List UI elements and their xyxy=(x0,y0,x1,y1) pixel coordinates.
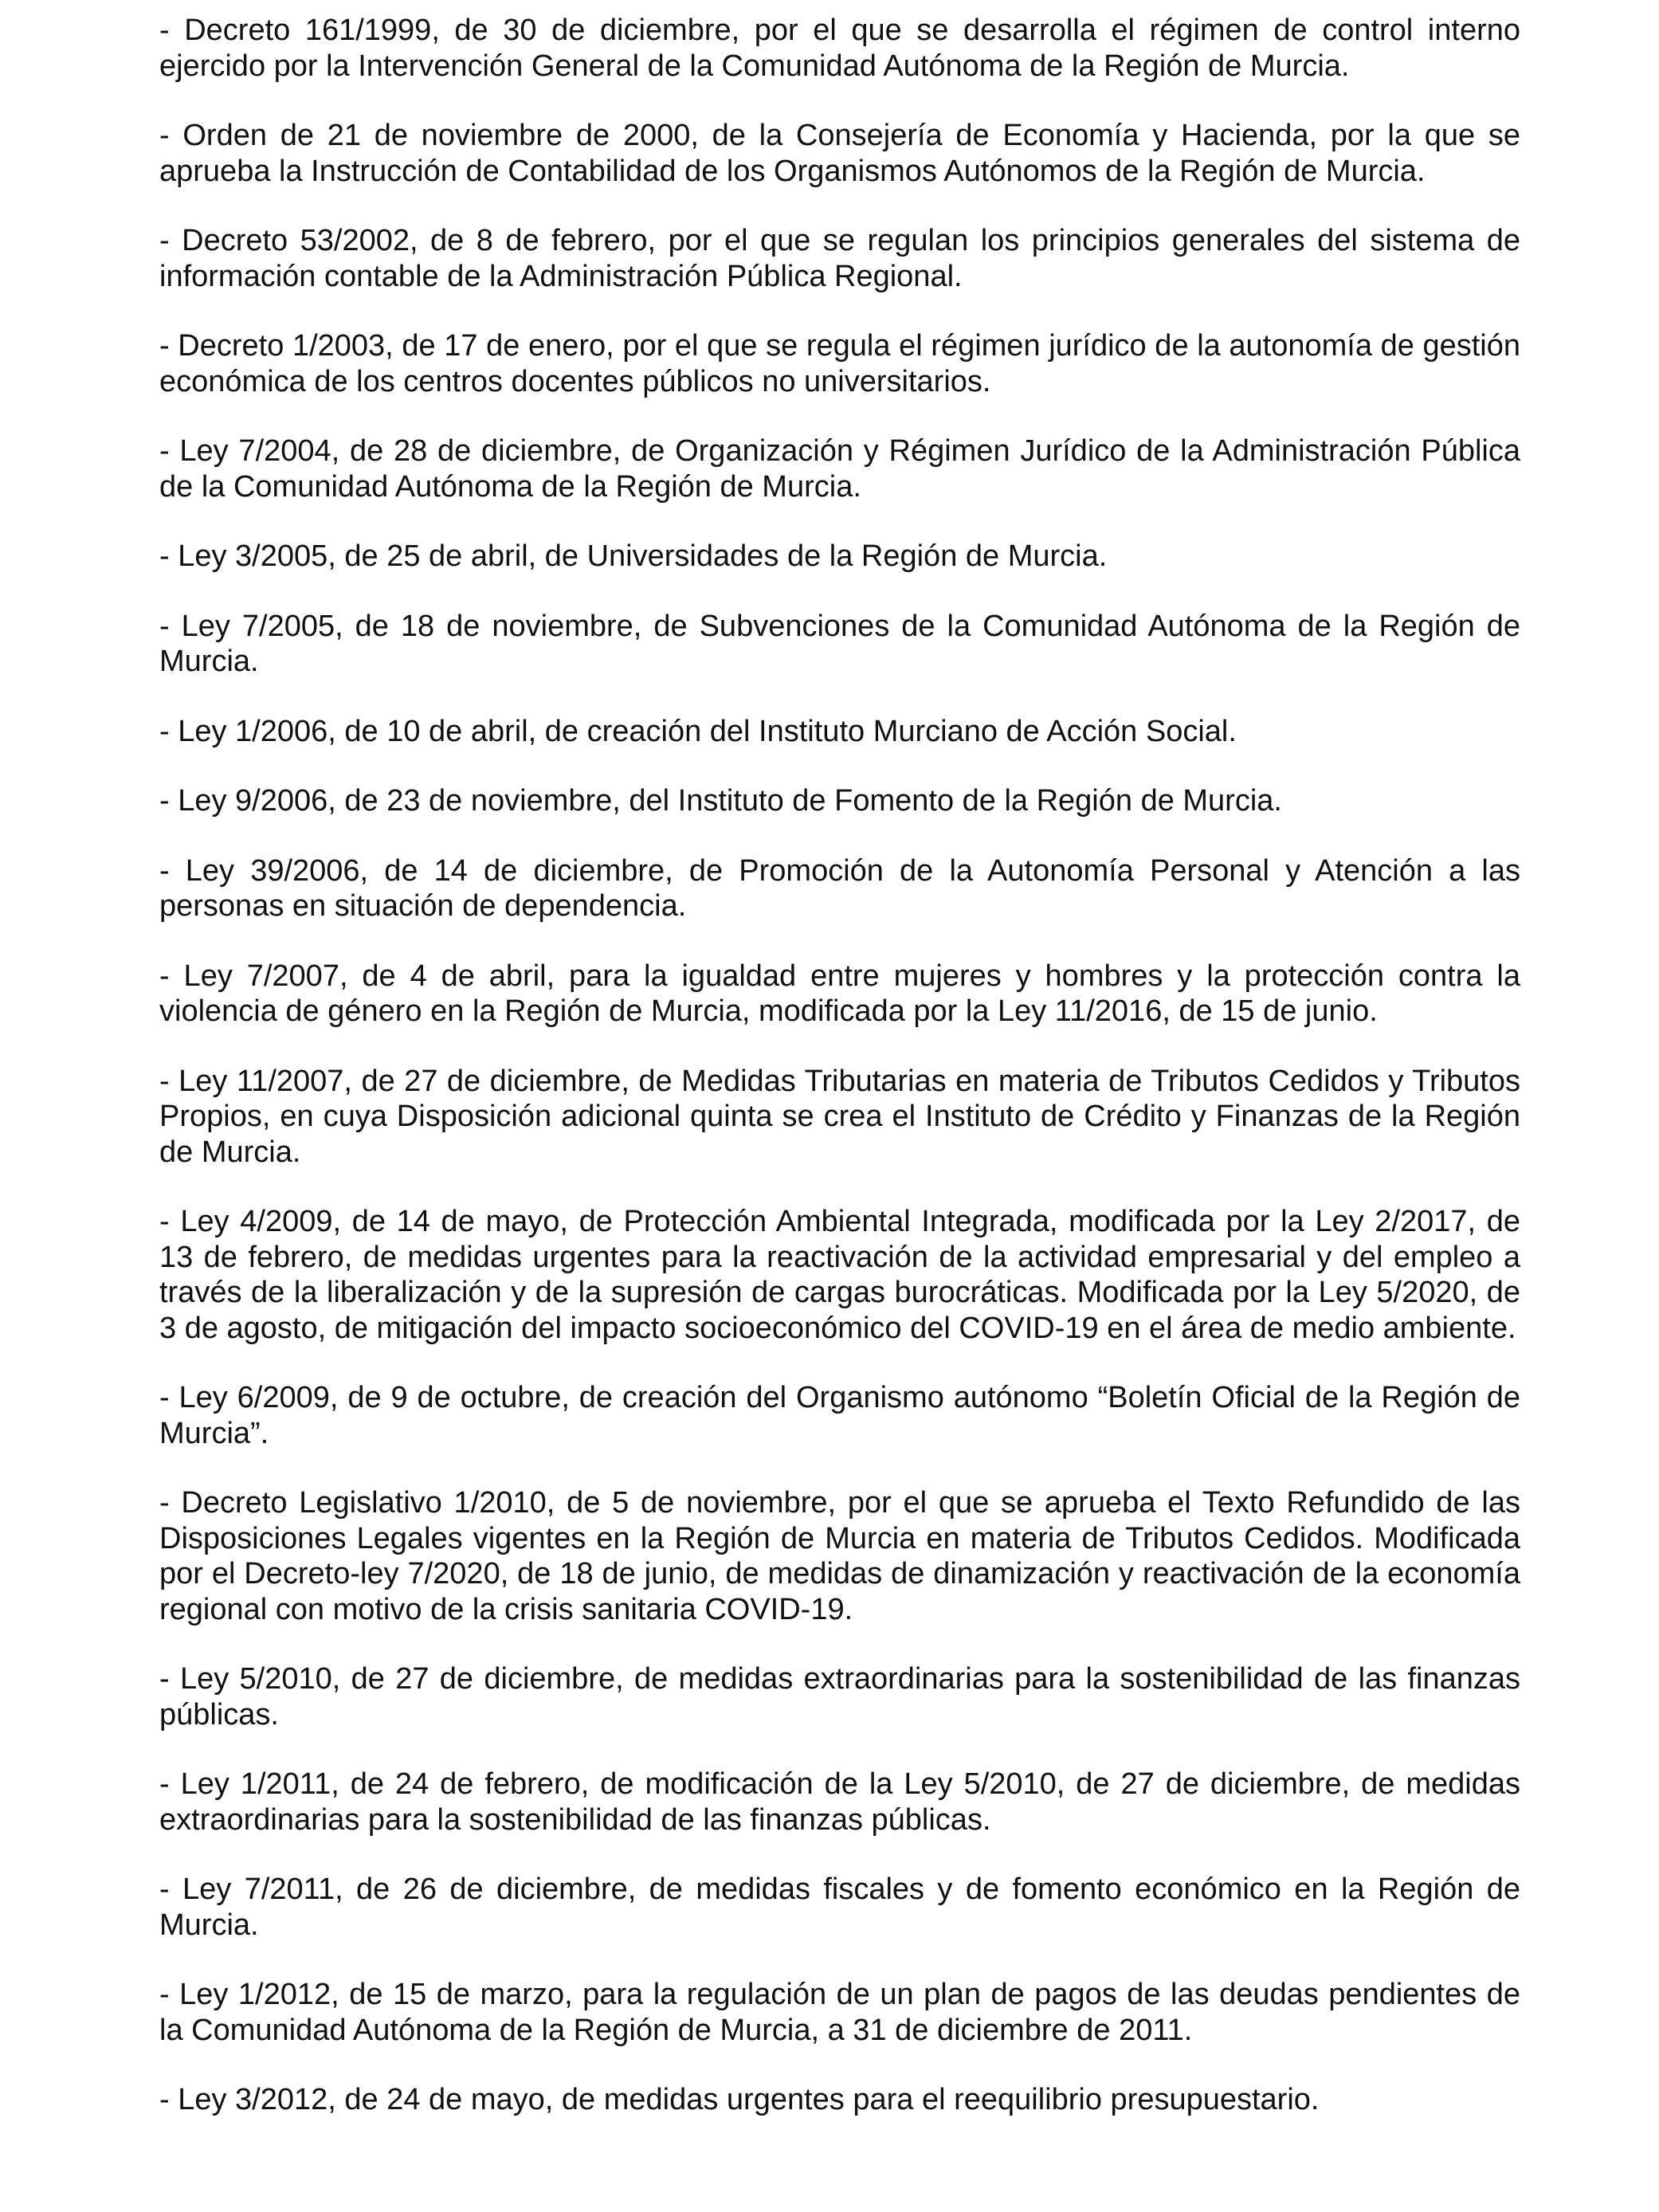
list-item: - Ley 39/2006, de 14 de diciembre, de Promoción de la Autonomía Personal y Atención a las personas en situación de dependencia. xyxy=(159,853,1520,923)
list-item: - Ley 1/2011, de 24 de febrero, de modificación de la Ley 5/2010, de 27 de diciembre, de medidas extraordinarias para la sostenibilidad de las finanzas públicas. xyxy=(159,1767,1520,1837)
list-item: - Decreto Legislativo 1/2010, de 5 de noviembre, por el que se aprueba el Texto Refundido de las Disposiciones Legales vigentes en la Región de Murcia en materia de Tributos Cedidos. Modificada por el Decreto-ley 7/2020, de 18 de junio, de medidas de dinamización y reactivación de la economía regional con motivo de la crisis sanitaria COVID-19. xyxy=(159,1486,1520,1626)
list-item: - Ley 1/2012, de 15 de marzo, para la regulación de un plan de pagos de las deudas pendientes de la Comunidad Autónoma de la Región de Murcia, a 31 de diciembre de 2011. xyxy=(159,1978,1520,2047)
list-item: - Ley 5/2010, de 27 de diciembre, de medidas extraordinarias para la sostenibilidad de las finanzas públicas. xyxy=(159,1662,1520,1732)
list-item: - Ley 7/2004, de 28 de diciembre, de Organización y Régimen Jurídico de la Administración Pública de la Comunidad Autónoma de la Región de Murcia. xyxy=(159,434,1520,504)
list-item: - Ley 7/2007, de 4 de abril, para la igualdad entre mujeres y hombres y la protección contra la violencia de género en la Región de Murcia, modificada por la Ley 11/2016, de 15 de junio. xyxy=(159,959,1520,1028)
list-item: - Ley 6/2009, de 9 de octubre, de creación del Organismo autónomo “Boletín Oficial de la Región de Murcia”. xyxy=(159,1381,1520,1450)
list-item: - Orden de 21 de noviembre de 2000, de la Consejería de Economía y Hacienda, por la que se aprueba la Instrucción de Contabilidad de los Organismos Autónomos de la Región de Murcia. xyxy=(159,119,1520,188)
list-item: - Decreto 161/1999, de 30 de diciembre, por el que se desarrolla el régimen de control interno ejercido por la Intervención General de la Comunidad Autónoma de la Región de Murcia. xyxy=(159,14,1520,83)
list-item: - Ley 3/2005, de 25 de abril, de Universidades de la Región de Murcia. xyxy=(159,539,1108,573)
list-item: - Ley 1/2006, de 10 de abril, de creación del Instituto Murciano de Acción Social. xyxy=(159,714,1237,748)
list-item: - Decreto 53/2002, de 8 de febrero, por el que se regulan los principios generales del sistema de información contable de la Administración Pública Regional. xyxy=(159,224,1520,293)
list-item: - Ley 7/2005, de 18 de noviembre, de Subvenciones de la Comunidad Autónoma de la Región de Murcia. xyxy=(159,609,1520,678)
list-item: - Ley 9/2006, de 23 de noviembre, del Instituto de Fomento de la Región de Murcia. xyxy=(159,784,1282,818)
list-item: - Ley 7/2011, de 26 de diciembre, de medidas fiscales y de fomento económico en la Región de Murcia. xyxy=(159,1873,1520,1942)
list-item: - Decreto 1/2003, de 17 de enero, por el que se regula el régimen jurídico de la autonomía de gestión económica de los centros docentes públicos no universitarios. xyxy=(159,329,1520,398)
list-item: - Ley 3/2012, de 24 de mayo, de medidas urgentes para el reequilibrio presupuestario. xyxy=(159,2083,1320,2116)
list-item: - Ley 11/2007, de 27 de diciembre, de Medidas Tributarias en materia de Tributos Cedidos y Tributos Propios, en cuya Disposición adicional quinta se crea el Instituto de Crédito y Finanzas de la Región de Murcia. xyxy=(159,1064,1520,1169)
legislation-list xyxy=(159,13,1520,2118)
list-item: - Ley 4/2009, de 14 de mayo, de Protección Ambiental Integrada, modificada por la Ley 2/2017, de 13 de febrero, de medidas urgentes para la reactivación de la actividad empresarial y del empleo a través de la liberalización y de la supresión de cargas burocráticas. Modificada por la Ley 5/2020, de 3 de agosto, de mitigación del impacto socioeconómico del COVID-19 en el área de medio ambiente. xyxy=(159,1205,1520,1345)
